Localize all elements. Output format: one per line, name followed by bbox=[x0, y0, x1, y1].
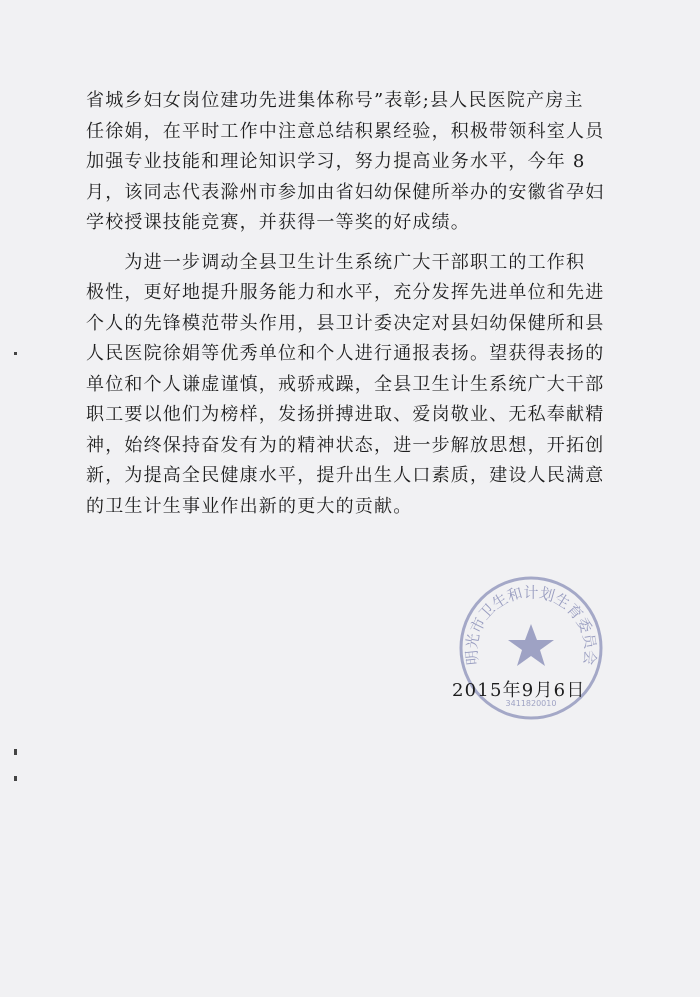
text-line: 职工要以他们为榜样，发扬拼搏进取、爱岗敬业、无私奉献精 bbox=[86, 404, 605, 425]
paragraph-gap bbox=[86, 239, 618, 248]
text-line: 个人的先锋模范带头作用，县卫计委决定对县妇幼保健所和县 bbox=[86, 312, 605, 334]
document-body bbox=[86, 86, 618, 522]
paragraph-1 bbox=[86, 86, 618, 239]
scan-mark bbox=[14, 352, 17, 355]
document-date: 2015年9月6日 bbox=[452, 680, 586, 701]
text-line: 新，为提高全民健康水平，提升出生人口素质，建设人民满意 bbox=[86, 465, 605, 486]
text-line: 学校授课技能竞赛，并获得一等奖的好成绩。 bbox=[86, 212, 470, 233]
paragraph-2 bbox=[86, 248, 618, 523]
text-line: 月，该同志代表滁州市参加由省妇幼保健所举办的安徽省孕妇 bbox=[86, 181, 605, 203]
scan-mark bbox=[14, 749, 17, 755]
seal-code: 3411820010 bbox=[505, 699, 557, 708]
text-line: 单位和个人谦虚谨慎，戒骄戒躁，全县卫生计生系统广大干部 bbox=[86, 373, 605, 395]
text-line: 加强专业技能和理论知识学习，努力提高业务水平，今年 8 bbox=[86, 151, 586, 172]
seal-text: 明光市卫生和计划生育委员会 bbox=[462, 583, 600, 666]
text-line: 任徐娟，在平时工作中注意总结积累经验，积极带领科室人员 bbox=[86, 120, 605, 142]
star-icon bbox=[508, 624, 554, 666]
text-line: 人民医院徐娟等优秀单位和个人进行通报表扬。望获得表扬的 bbox=[86, 343, 605, 364]
text-line: 的卫生计生事业作出新的更大的贡献。 bbox=[86, 495, 413, 517]
scan-mark bbox=[14, 776, 17, 781]
text-line: 极性，更好地提升服务能力和水平，充分发挥先进单位和先进 bbox=[86, 282, 605, 303]
text-line: 为进一步调动全县卫生计生系统广大干部职工的工作积 bbox=[86, 251, 586, 273]
text-line: 省城乡妇女岗位建功先进集体称号”表彰;县人民医院产房主 bbox=[86, 90, 584, 111]
text-line: 神，始终保持奋发有为的精神状态，进一步解放思想，开拓创 bbox=[86, 434, 605, 456]
